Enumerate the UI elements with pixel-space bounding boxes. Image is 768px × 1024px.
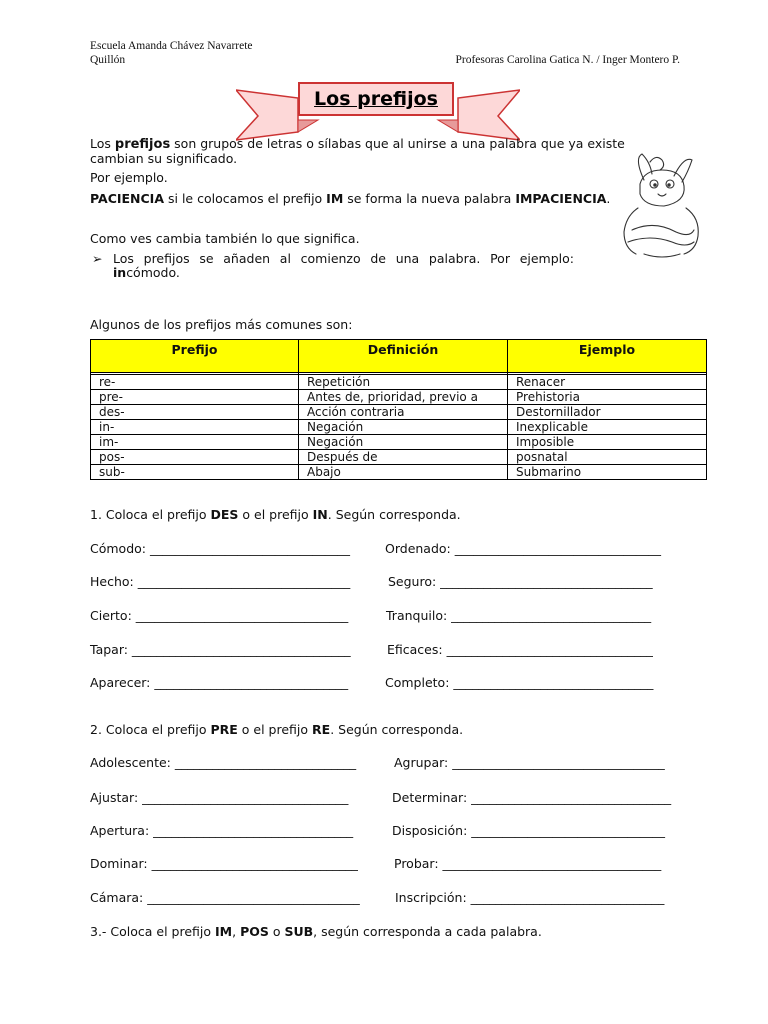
cell-example: Imposible xyxy=(508,435,707,450)
page-title: Los prefijos xyxy=(314,88,438,110)
cell-definition: Acción contraria xyxy=(299,405,508,420)
exercise-1-item: Cómodo: ________________________________ xyxy=(90,541,350,556)
town-name: Quillón xyxy=(90,54,126,66)
exercise-2-item: Adolescente: _____________________________ xyxy=(90,755,357,770)
cell-prefix: im- xyxy=(91,435,299,450)
col-header-example: Ejemplo xyxy=(508,340,707,373)
text-segment: cómodo. xyxy=(126,265,180,280)
cell-example: Inexplicable xyxy=(508,420,707,435)
bold-term: IMPACIENCIA xyxy=(515,191,607,206)
exercise-2-item: Agrupar: __________________________________ xyxy=(394,755,665,770)
exercise-2-item: Determinar: ________________________________ xyxy=(392,790,672,805)
text-segment: si le colocamos el prefijo xyxy=(164,191,327,206)
text-segment: 2. Coloca el prefijo xyxy=(90,722,211,737)
school-name: Escuela Amanda Chávez Navarrete xyxy=(90,40,253,52)
exercise-1-instruction xyxy=(90,507,461,522)
text-segment: o el prefijo xyxy=(238,507,313,522)
col-header-definition: Definición xyxy=(299,340,508,373)
title-box xyxy=(298,82,454,116)
text-segment: , xyxy=(232,924,241,939)
cell-definition: Después de xyxy=(299,450,508,465)
table-row xyxy=(91,390,707,405)
cartoon-cat-illustration xyxy=(614,150,706,260)
exercise-1-item: Tapar: ___________________________________ xyxy=(90,642,351,657)
example-intro: Por ejemplo. xyxy=(90,170,168,185)
table-row xyxy=(91,450,707,465)
cell-example: Submarino xyxy=(508,465,707,480)
bold-term: IN xyxy=(312,507,328,522)
table-intro: Algunos de los prefijos más comunes son: xyxy=(90,317,353,332)
exercise-1-item: Ordenado: _________________________________ xyxy=(385,541,661,556)
table-row xyxy=(91,435,707,450)
text-segment: Los prefijos se añaden al comienzo de una palabra. Por ejemplo: xyxy=(113,251,574,266)
bullet-text xyxy=(113,252,574,280)
table-header-row xyxy=(91,340,707,373)
bold-term: DES xyxy=(210,507,239,522)
cell-definition: Negación xyxy=(299,420,508,435)
cell-example: Destornillador xyxy=(508,405,707,420)
cell-example: Renacer xyxy=(508,375,707,390)
exercise-2-item: Cámara: __________________________________ xyxy=(90,890,360,905)
text-segment: Los xyxy=(90,136,115,151)
bold-term: IM xyxy=(326,191,344,206)
exercise-1-item: Hecho: __________________________________ xyxy=(90,574,351,589)
exercise-2-item: Probar: ___________________________________ xyxy=(394,856,662,871)
bold-term: RE xyxy=(312,722,331,737)
bold-term: prefijos xyxy=(114,137,171,152)
bold-term: IM xyxy=(215,924,233,939)
cell-prefix: in- xyxy=(91,420,299,435)
prefix-table xyxy=(90,339,707,480)
teachers-name: Profesoras Carolina Gatica N. / Inger Montero P. xyxy=(455,54,680,66)
bold-term: SUB xyxy=(284,924,314,939)
text-segment: . xyxy=(606,191,611,206)
cell-prefix: des- xyxy=(91,405,299,420)
text-segment: . Según corresponda. xyxy=(327,507,461,522)
exercise-1-item: Eficaces: _________________________________ xyxy=(387,642,653,657)
cell-prefix: sub- xyxy=(91,465,299,480)
table-row xyxy=(91,405,707,420)
cell-example: Prehistoria xyxy=(508,390,707,405)
exercise-1-item: Aparecer: _______________________________ xyxy=(90,675,349,690)
exercise-1-item: Completo: ________________________________ xyxy=(385,675,654,690)
exercise-2-item: Dominar: _________________________________ xyxy=(90,856,358,871)
exercise-2-item: Ajustar: _________________________________ xyxy=(90,790,349,805)
cell-definition: Repetición xyxy=(299,375,508,390)
table-row xyxy=(91,465,707,480)
example-sentence xyxy=(90,192,620,206)
cell-definition: Antes de, prioridad, previo a xyxy=(299,390,508,405)
bullet-arrow-icon: ➢ xyxy=(92,251,103,266)
text-segment: o xyxy=(268,924,285,939)
text-segment: o el prefijo xyxy=(237,722,313,737)
cell-example: posnatal xyxy=(508,450,707,465)
bold-term: PRE xyxy=(210,722,238,737)
bold-term: in xyxy=(113,265,127,280)
cell-prefix: pre- xyxy=(91,390,299,405)
exercise-2-item: Disposición: _______________________________ xyxy=(392,823,666,838)
exercise-1-item: Tranquilo: ________________________________ xyxy=(386,608,652,623)
exercise-3-instruction xyxy=(90,924,542,939)
cell-definition: Abajo xyxy=(299,465,508,480)
meaning-note: Como ves cambia también lo que significa. xyxy=(90,231,360,246)
cell-prefix: re- xyxy=(91,375,299,390)
cell-definition: Negación xyxy=(299,435,508,450)
exercise-2-instruction xyxy=(90,722,463,737)
text-segment: se forma la nueva palabra xyxy=(343,191,516,206)
col-header-prefix: Prefijo xyxy=(91,340,299,373)
bold-term: PACIENCIA xyxy=(90,191,165,206)
text-segment: son grupos de letras o sílabas que al unirse a una palabra que ya existe cambian su significado. xyxy=(90,136,625,166)
bold-term: POS xyxy=(240,924,269,939)
table-row xyxy=(91,375,707,390)
exercise-2-item: Apertura: ________________________________ xyxy=(90,823,354,838)
text-segment: . Según corresponda. xyxy=(330,722,464,737)
intro-paragraph xyxy=(90,137,670,166)
exercise-1-item: Cierto: __________________________________ xyxy=(90,608,349,623)
table-row xyxy=(91,420,707,435)
text-segment: 1. Coloca el prefijo xyxy=(90,507,211,522)
text-segment: , según corresponda a cada palabra. xyxy=(313,924,542,939)
cell-prefix: pos- xyxy=(91,450,299,465)
text-segment: 3.- Coloca el prefijo xyxy=(90,924,216,939)
exercise-1-item: Seguro: __________________________________ xyxy=(388,574,653,589)
exercise-2-item: Inscripción: _______________________________ xyxy=(395,890,665,905)
